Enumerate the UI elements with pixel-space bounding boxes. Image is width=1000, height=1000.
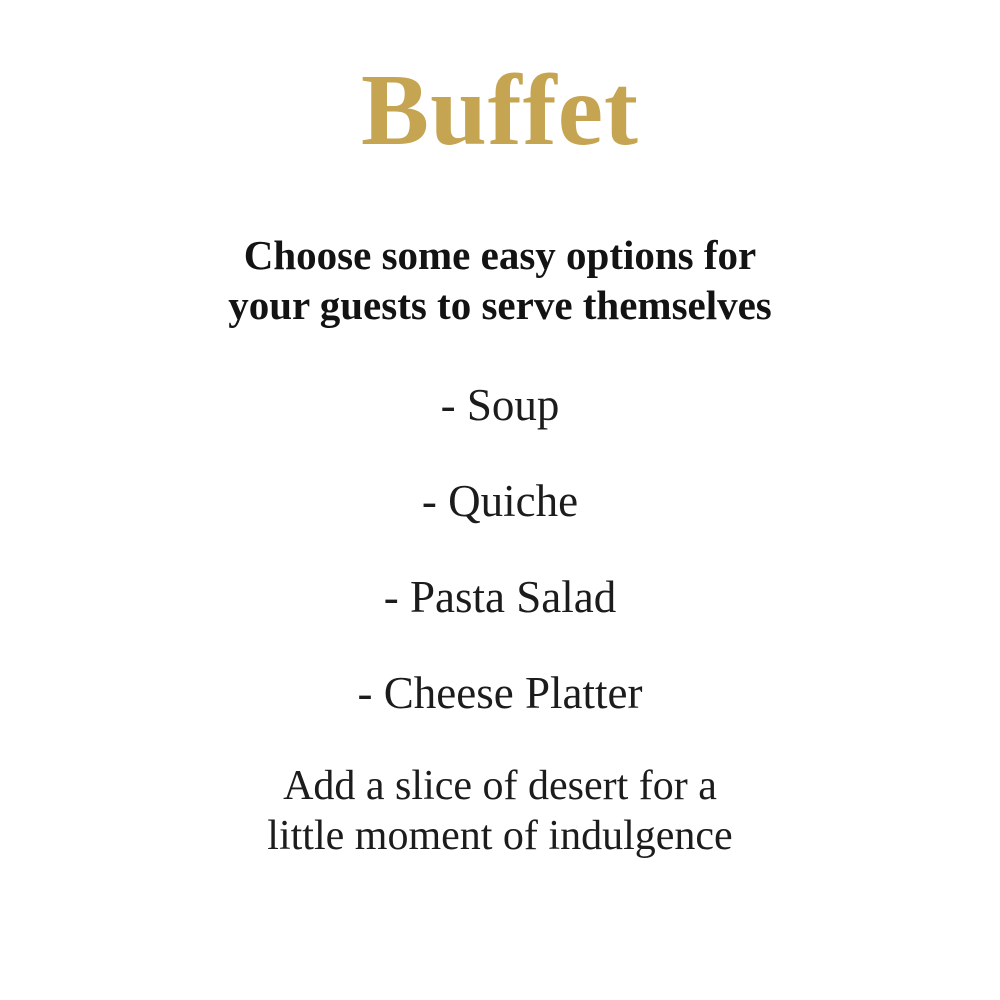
footer-note: [0, 762, 1000, 861]
menu-item-list: [0, 378, 1000, 720]
footer-line-2: little moment of indulgence: [267, 812, 733, 859]
menu-item-soup: - Soup: [440, 380, 560, 431]
menu-item-pasta-salad: - Pasta Salad: [383, 572, 617, 623]
subtitle: [0, 230, 1000, 330]
page-title: Buffet: [361, 54, 639, 167]
menu-item-cheese-platter: - Cheese Platter: [357, 668, 643, 719]
subtitle-line-1: Choose some easy options for: [243, 232, 757, 279]
subtitle-line-2: your guests to serve themselves: [228, 282, 772, 329]
menu-item-quiche: - Quiche: [421, 476, 579, 527]
footer-line-1: Add a slice of desert for a: [283, 763, 717, 810]
